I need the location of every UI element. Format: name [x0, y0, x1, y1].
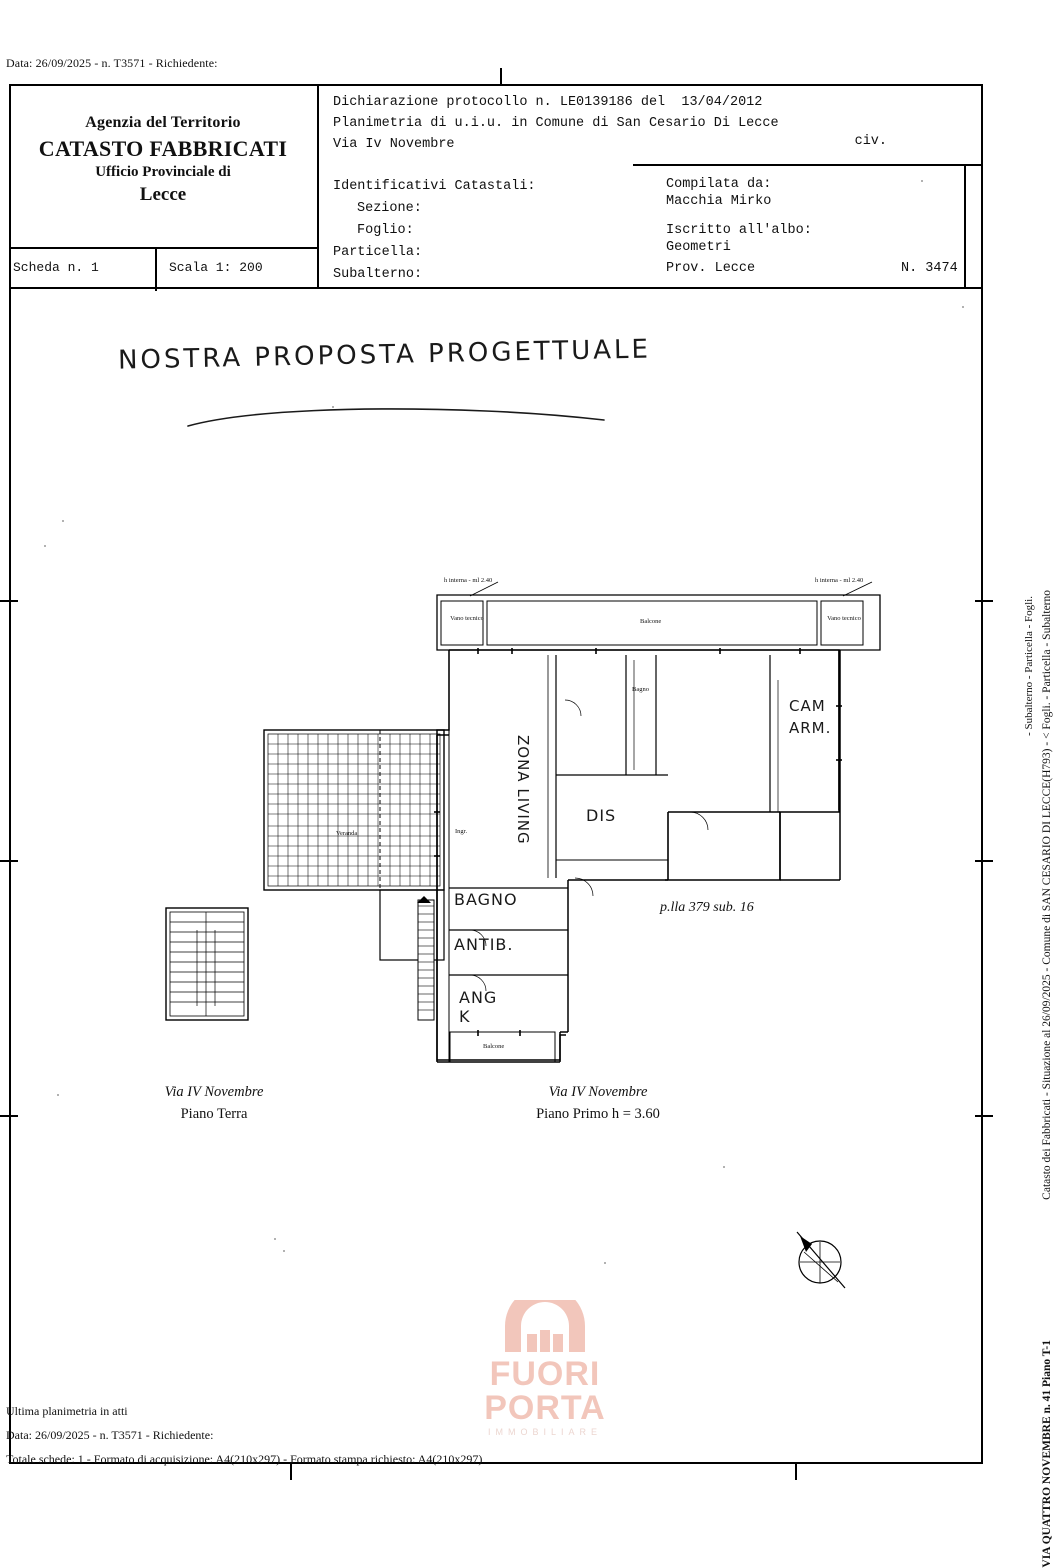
hand-label-bagno: BAGNO — [454, 890, 518, 909]
watermark-logo — [455, 1300, 635, 1437]
scala-value: Scala 1: 200 — [169, 260, 263, 275]
caption-piano-terra-label: Piano Terra — [180, 1106, 248, 1122]
quote-label-right: h interna - ml 2.40 — [815, 577, 864, 584]
edge-tick — [975, 860, 993, 862]
prov-label: Prov. Lecce — [666, 261, 756, 276]
caption-piano-terra — [103, 1084, 325, 1123]
room-label-veranda: Veranda — [336, 830, 358, 837]
caption-via-terra: Via IV Novembre — [164, 1084, 264, 1100]
top-meta-text: Data: 26/09/2025 - n. T3571 - Richiedente: — [6, 56, 218, 70]
hand-label-cam-arm: CAM ARM. — [789, 697, 832, 737]
hand-label-antib: ANTIB. — [454, 935, 514, 954]
edge-tick — [500, 68, 502, 84]
sub-reference-label: p.lla 379 sub. 16 — [660, 900, 754, 915]
agency-name: Agenzia del Territorio — [85, 114, 241, 131]
room-label-balcone-top: Balcone — [640, 618, 662, 625]
scheda-number: Scheda n. 1 — [13, 260, 99, 275]
particella-label: Particella: — [333, 245, 423, 260]
watermark-arch-icon — [497, 1300, 593, 1352]
edge-tick — [0, 600, 18, 602]
catasto-title: CATASTO FABBRICATI — [38, 136, 288, 161]
office-city: Lecce — [139, 184, 187, 205]
room-label-ingresso: Ingr. — [455, 828, 468, 835]
caption-via-primo: Via IV Novembre — [548, 1084, 648, 1100]
agency-block — [9, 84, 319, 289]
handwritten-underline — [186, 404, 606, 430]
handwritten-title: NOSTRA PROPOSTA PROGETTUALE — [117, 334, 652, 376]
room-label-bagno-small: Bagno — [632, 686, 649, 693]
iscritto-label: Iscritto all'albo: — [666, 223, 812, 238]
room-label-vano-tecnico-right: Vano tecnico — [827, 615, 861, 622]
sheet-header — [9, 84, 983, 289]
subalterno-label: Subalterno: — [333, 267, 423, 282]
foglio-label: Foglio: — [357, 223, 414, 238]
quote-label-left: h interna - ml 2.40 — [444, 577, 493, 584]
declaration-line-1: Dichiarazione protocollo n. LE0139186 del 13/04/2012 — [333, 95, 763, 110]
side-text-catasto: Catasto dei Fabbricati - Situazione al 26/09/2025 - Comune di SAN CESARIO DI LECCE(H793) - < Fogli. - Particella - Subalterno — [1041, 590, 1053, 1200]
declaration-line-2: Planimetria di u.i.u. in Comune di San Cesario Di Lecce — [333, 116, 779, 131]
caption-piano-primo-label: Piano Primo h = 3.60 — [536, 1106, 660, 1122]
footer-line-1: Ultima planimetria in atti — [6, 1404, 128, 1418]
side-text-vertical-labels: - Subalterno - Particella - Fogli. — [1023, 596, 1035, 736]
side-text-address: VIA QUATTRO NOVEMBRE n. 41 Piano T-1 — [1041, 1340, 1053, 1568]
room-label-vano-tecnico-left: Vano tecnico — [450, 615, 484, 622]
footer-line-3: Totale schede: 1 - Formato di acquisizione: A4(210x297) - Formato stampa richiesto: A4(210x297) — [6, 1452, 483, 1466]
scheda-divider — [155, 249, 157, 291]
hand-label-ang-k: ANG K — [459, 988, 498, 1026]
header-hrule — [633, 164, 983, 166]
albo-number: N. 3474 — [901, 261, 958, 276]
room-label-balcone-bottom: Balcone — [483, 1043, 505, 1050]
iscritto-value: Geometri — [666, 240, 731, 255]
watermark-line-3: IMMOBILIARE — [487, 1427, 602, 1437]
edge-tick — [795, 1464, 797, 1480]
compilata-value: Macchia Mirko — [666, 194, 772, 209]
identificativi-block — [333, 176, 536, 286]
declaration-lines — [333, 92, 779, 155]
hand-label-zona-living: ZONA LIVING — [514, 735, 532, 845]
watermark-line-2: PORTA — [484, 1389, 606, 1427]
sheet-frame — [9, 84, 983, 1464]
edge-tick — [0, 1115, 18, 1117]
edge-tick — [975, 1115, 993, 1117]
footer-line-2: Data: 26/09/2025 - n. T3571 - Richiedente: — [6, 1428, 214, 1442]
sezione-label: Sezione: — [357, 201, 422, 216]
scheda-row — [9, 247, 319, 289]
edge-tick — [975, 600, 993, 602]
caption-piano-primo — [487, 1084, 709, 1123]
declaration-block — [321, 84, 983, 289]
edge-tick — [0, 860, 18, 862]
civ-label: civ. — [854, 134, 887, 149]
identificativi-title: Identificativi Catastali: — [333, 179, 536, 194]
compilata-block — [666, 176, 812, 256]
watermark-line-1: FUORI — [489, 1355, 601, 1393]
header-vrule — [964, 164, 966, 289]
declaration-line-3: Via Iv Novembre — [333, 137, 455, 152]
hand-label-dis: DIS — [586, 806, 617, 825]
ufficio-label: Ufficio Provinciale di — [95, 164, 231, 180]
compilata-label: Compilata da: — [666, 177, 772, 192]
